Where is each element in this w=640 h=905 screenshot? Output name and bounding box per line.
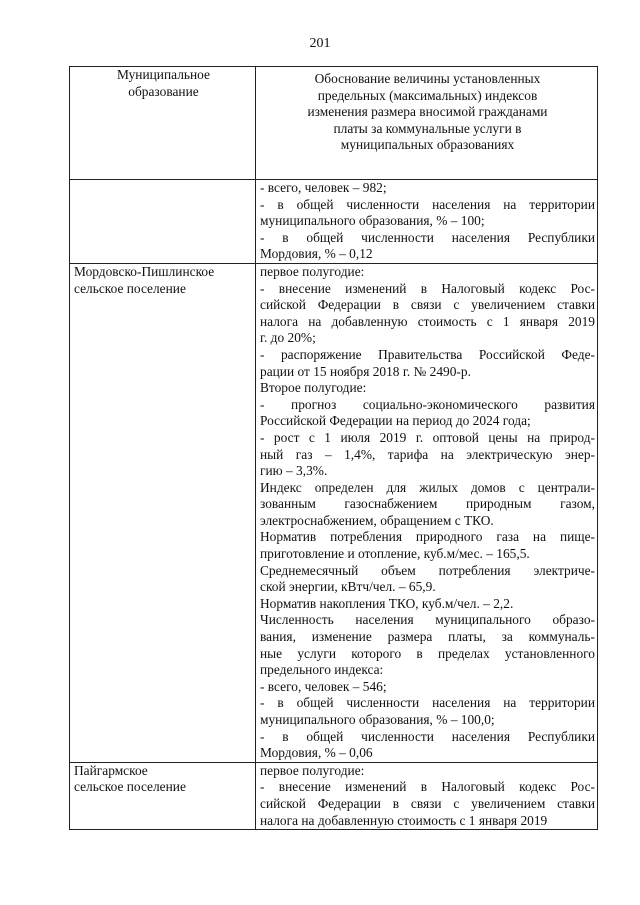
text-line: электроснабжением, обращением с ТКО.: [260, 512, 494, 528]
header-line: муниципальных образованиях: [340, 137, 515, 153]
text-line: приготовление и отопление, куб.м/мес. – 165,5.: [260, 546, 530, 562]
text-line: г. до 20%;: [260, 330, 316, 346]
text-line: первое полугодие:: [260, 762, 365, 778]
header-line: образование: [128, 83, 199, 99]
text-line: - всего, человек – 546;: [260, 678, 387, 694]
text-line: - рост с 1 июля 2019 г. оптовой цены на природ-: [260, 429, 595, 445]
header-justification: [256, 67, 598, 180]
municipality-cell: [70, 762, 256, 829]
justification-cell: [256, 263, 598, 762]
text-line: рации от 15 ноября 2018 г. № 2490-р.: [260, 363, 471, 379]
text-line: ской энергии, кВтч/чел. – 65,9.: [260, 579, 436, 595]
text-line: Индекс определен для жилых домов с централи-: [260, 479, 595, 495]
justification-cell: [256, 762, 598, 829]
text-line: ные услуги которого в пределах установленного: [260, 645, 595, 661]
text-line: ный газ – 1,4%, тарифа на электрическую энер-: [260, 446, 595, 462]
text-line: муниципального образования, % – 100;: [260, 213, 485, 229]
header-line: Муниципальное: [117, 67, 210, 82]
header-line: платы за коммунальные услуги в: [333, 120, 522, 136]
text-line: сийской Федерации в связи с увеличением ставки: [260, 297, 595, 313]
text-line: - внесение изменений в Налоговый кодекс Рос-: [260, 280, 595, 296]
text-line: гию – 3,3%.: [260, 463, 328, 479]
text-line: - распоряжение Правительства Российской Феде-: [260, 346, 595, 362]
justification-cell: [256, 180, 598, 264]
text-line: Численность населения муниципального образо-: [260, 612, 595, 628]
text-line: - прогноз социально-экономического развития: [260, 396, 595, 412]
text-line: муниципального образования, % – 100,0;: [260, 712, 495, 727]
text-line: - в общей численности населения на территории: [260, 196, 595, 212]
text-line: - в общей численности населения Республики: [260, 728, 595, 744]
text-line: Второе полугодие:: [260, 380, 367, 396]
justification-table: [69, 66, 598, 830]
text-line: налога на добавленную стоимость с 1 января 2019: [260, 812, 548, 828]
municipality-name-line: Мордовско-Пишлинское: [74, 263, 215, 279]
text-line: сийской Федерации в связи с увеличением ставки: [260, 795, 595, 811]
text-line: - в общей численности населения на территории: [260, 695, 595, 711]
header-line: Обоснование величины установленных: [314, 71, 541, 86]
text-line: Мордовия, % – 0,12: [260, 246, 373, 262]
text-line: - внесение изменений в Налоговый кодекс Рос-: [260, 779, 595, 795]
text-line: - в общей численности населения Республики: [260, 229, 595, 245]
municipality-cell: [70, 263, 256, 762]
text-line: первое полугодие:: [260, 263, 365, 279]
text-line: Российской Федерации на период до 2024 года;: [260, 413, 531, 429]
text-line: Среднемесячный объем потребления электриче-: [260, 562, 595, 578]
municipality-name-line: сельское поселение: [74, 779, 186, 795]
text-line: Норматив потребления природного газа на пище-: [260, 529, 595, 545]
table-row: [70, 180, 598, 264]
text-line: Мордовия, % – 0,06: [260, 745, 373, 761]
text-line: налога на добавленную стоимость с 1 января 2019: [260, 313, 595, 329]
municipality-name-line: Пайгармское: [74, 762, 148, 778]
text-line: - всего, человек – 982;: [260, 180, 387, 195]
text-line: Норматив накопления ТКО, куб.м/чел. – 2,2.: [260, 595, 514, 611]
header-line: предельных (максимальных) индексов: [317, 87, 538, 103]
table-row: [70, 762, 598, 829]
header-line: изменения размера вносимой гражданами: [307, 104, 548, 120]
municipality-name-line: сельское поселение: [74, 280, 186, 296]
municipality-cell: [70, 180, 256, 264]
text-line: зованным газоснабжением природным газом,: [260, 496, 595, 512]
text-line: вания, изменение размера платы, за коммуналь-: [260, 629, 595, 645]
header-municipality: [70, 67, 256, 180]
text-line: предельного индекса:: [260, 662, 384, 678]
table-row: [70, 263, 598, 762]
page-number: 201: [309, 36, 331, 51]
table-header-row: [70, 67, 598, 180]
